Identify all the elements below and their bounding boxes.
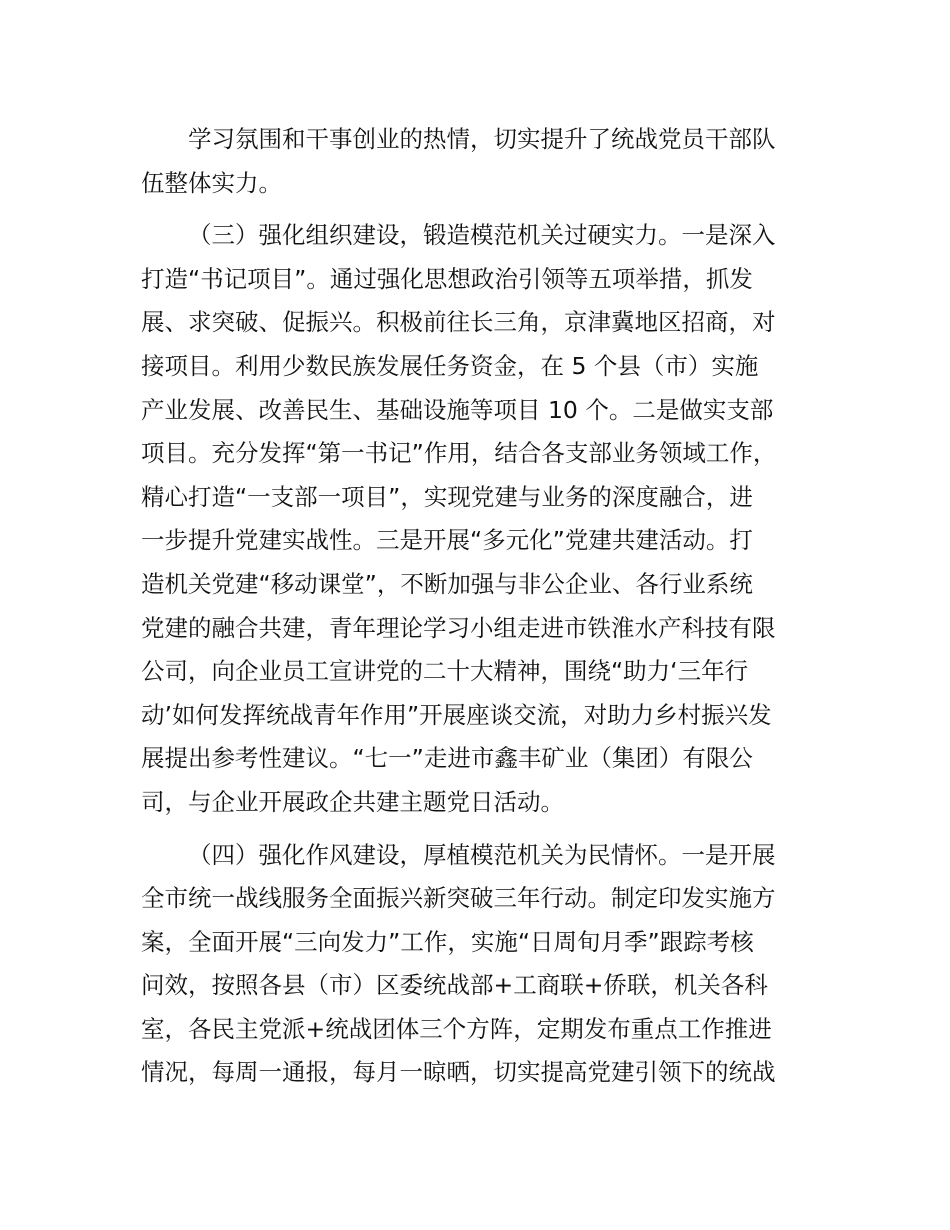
text-line: 案，全面开展“三向发力”工作，实施“日周旬月季”跟踪考核 xyxy=(141,927,754,956)
text-line: 全市统一战线服务全面振兴新突破三年行动。制定印发实施方 xyxy=(141,884,776,913)
paragraph-work-style-building xyxy=(141,834,831,1096)
text-line: 产业发展、改善民生、基础设施等项目 10 个。二是做实支部 xyxy=(141,395,774,424)
document-body xyxy=(141,118,831,1095)
text-line: 动’如何发挥统战青年作用”开展座谈交流，对助力乡村振兴发 xyxy=(141,700,772,729)
section-heading-line: （三）强化组织建设，锻造模范机关过硬实力。一是深入 xyxy=(188,221,776,250)
section-heading-line: （四）强化作风建设，厚植模范机关为民情怀。一是开展 xyxy=(188,840,776,869)
text-line: 司，与企业开展政企共建主题党日活动。 xyxy=(141,787,564,816)
text-line: 党建的融合共建，青年理论学习小组走进市铁淮水产科技有限 xyxy=(141,613,776,642)
text-line: 一步提升党建实战性。三是开展“多元化”党建共建活动。打 xyxy=(141,526,753,555)
text-line: 展、求突破、促振兴。积极前往长三角，京津冀地区招商，对 xyxy=(141,308,776,337)
text-line: 情况，每周一通报，每月一晾晒，切实提高党建引领下的统战 xyxy=(141,1058,776,1087)
text-line: 学习氛围和干事创业的热情，切实提升了统战党员干部队 xyxy=(188,125,776,153)
text-line: 展提出参考性建议。“七一”走进市鑫丰矿业（集团）有限公 xyxy=(141,744,753,773)
text-line: 打造“书记项目”。通过强化思想政治引领等五项举措，抓发 xyxy=(141,264,753,293)
text-line: 项目。充分发挥“第一书记”作用，结合各支部业务领域工作， xyxy=(141,439,777,468)
text-line: 伍整体实力。 xyxy=(141,168,282,197)
text-line: 问效，按照各县（市）区委统战部+工商联+侨联，机关各科 xyxy=(141,971,768,1000)
text-line: 接项目。利用少数民族发展任务资金，在 5 个县（市）实施 xyxy=(141,351,759,380)
text-line: 室，各民主党派+统战团体三个方阵，定期发布重点工作推进 xyxy=(141,1014,772,1043)
text-line: 造机关党建“移动课堂”，不断加强与非公企业、各行业系统 xyxy=(141,569,753,598)
paragraph-organization-building xyxy=(141,214,831,824)
paragraph-continuation xyxy=(141,118,831,205)
text-line: 精心打造“一支部一项目”，实现党建与业务的深度融合，进 xyxy=(141,482,753,511)
text-line: 公司，向企业员工宣讲党的二十大精神，围绕“助力‘三年行 xyxy=(141,657,749,686)
